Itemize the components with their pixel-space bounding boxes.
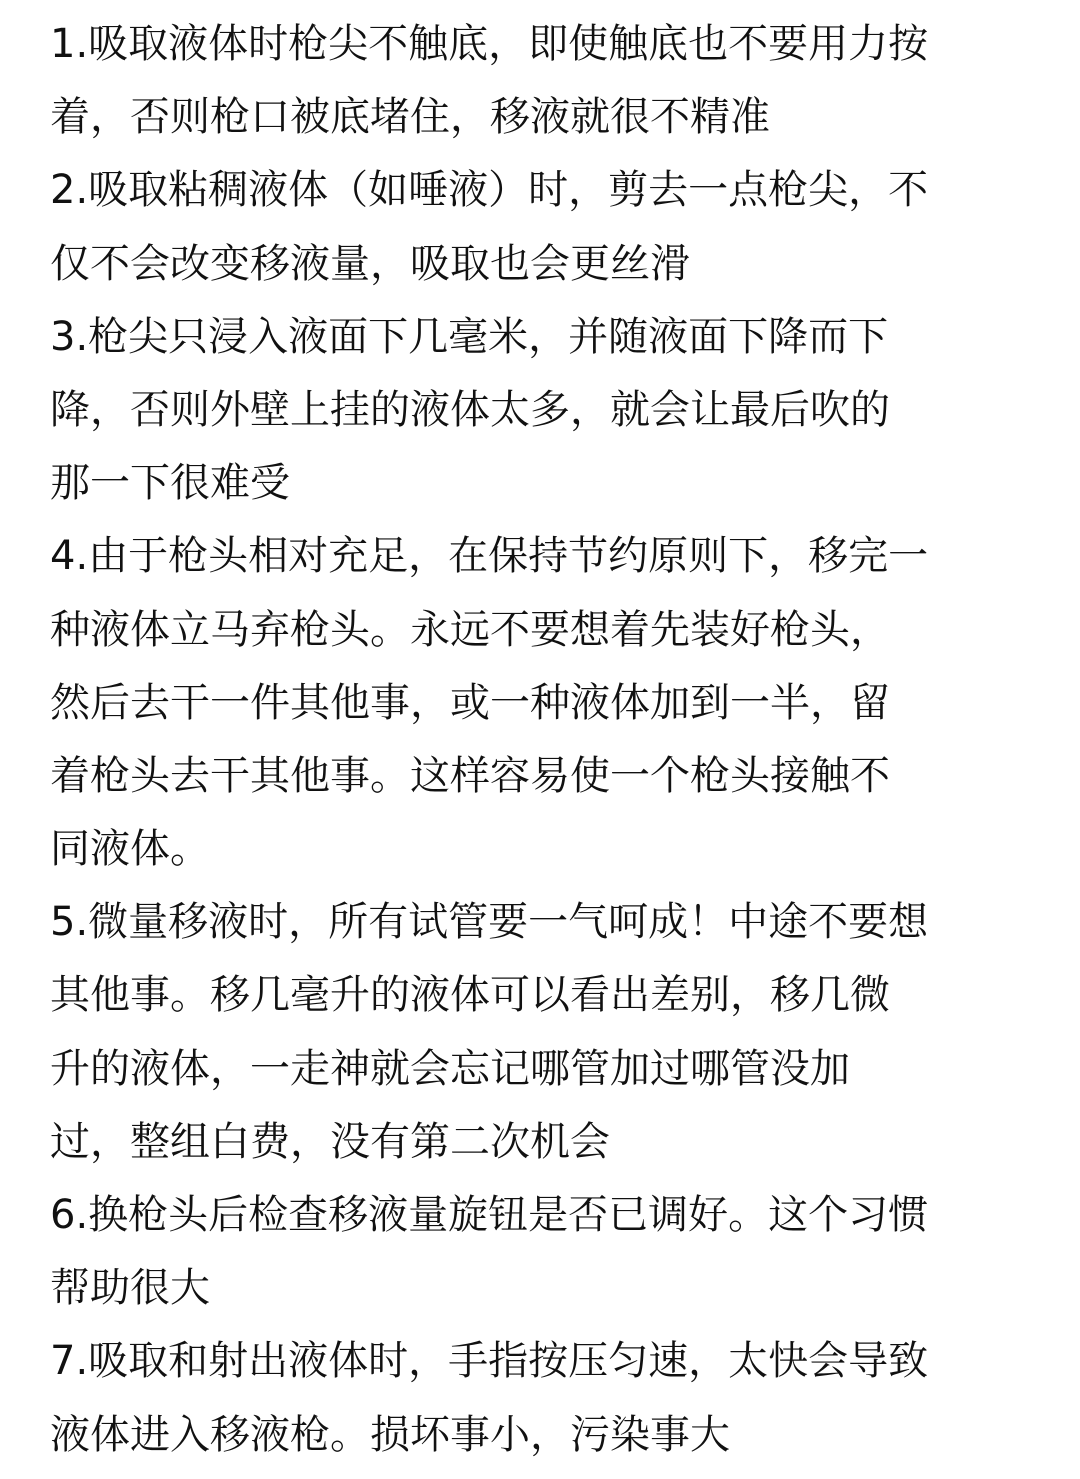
text-line: 3.枪尖只浸入液面下几毫米，并随液面下降而下 bbox=[50, 313, 889, 360]
text-line: 4.由于枪头相对充足，在保持节约原则下，移完一 bbox=[50, 533, 929, 580]
text-line: 仅不会改变移液量，吸取也会更丝滑 bbox=[50, 240, 690, 287]
text-line: 降，否则外壁上挂的液体太多，就会让最后吹的 bbox=[50, 386, 890, 433]
text-line: 然后去干一件其他事，或一种液体加到一半，留 bbox=[50, 679, 890, 726]
text-line: 种液体立马弃枪头。永远不要想着先装好枪头， bbox=[50, 606, 890, 653]
text-line: 帮助很大 bbox=[50, 1265, 210, 1312]
text-line: 着，否则枪口被底堵住，移液就很不精准 bbox=[50, 94, 770, 141]
text-line: 5.微量移液时，所有试管要一气呵成！中途不要想 bbox=[50, 899, 929, 946]
text-line: 那一下很难受 bbox=[50, 460, 290, 507]
text-line: 7.吸取和射出液体时，手指按压匀速，太快会导致 bbox=[50, 1338, 929, 1385]
text-line: 着枪头去干其他事。这样容易使一个枪头接触不 bbox=[50, 752, 890, 799]
text-line: 过，整组白费，没有第二次机会 bbox=[50, 1118, 610, 1165]
text-line: 6.换枪头后检查移液量旋钮是否已调好。这个习惯 bbox=[50, 1192, 929, 1238]
text-line: 其他事。移几毫升的液体可以看出差别，移几微 bbox=[50, 972, 890, 1019]
text-line: 2.吸取粘稠液体（如唾液）时，剪去一点枪尖，不 bbox=[50, 167, 929, 214]
tips-text-body bbox=[50, 8, 1040, 1472]
text-line: 液体进入移液枪。损坏事小，污染事大 bbox=[50, 1411, 730, 1458]
text-line: 同液体。 bbox=[50, 826, 210, 873]
text-line: 升的液体，一走神就会忘记哪管加过哪管没加 bbox=[50, 1045, 850, 1092]
text-line: 1.吸取液体时枪尖不触底，即使触底也不要用力按 bbox=[50, 21, 929, 67]
